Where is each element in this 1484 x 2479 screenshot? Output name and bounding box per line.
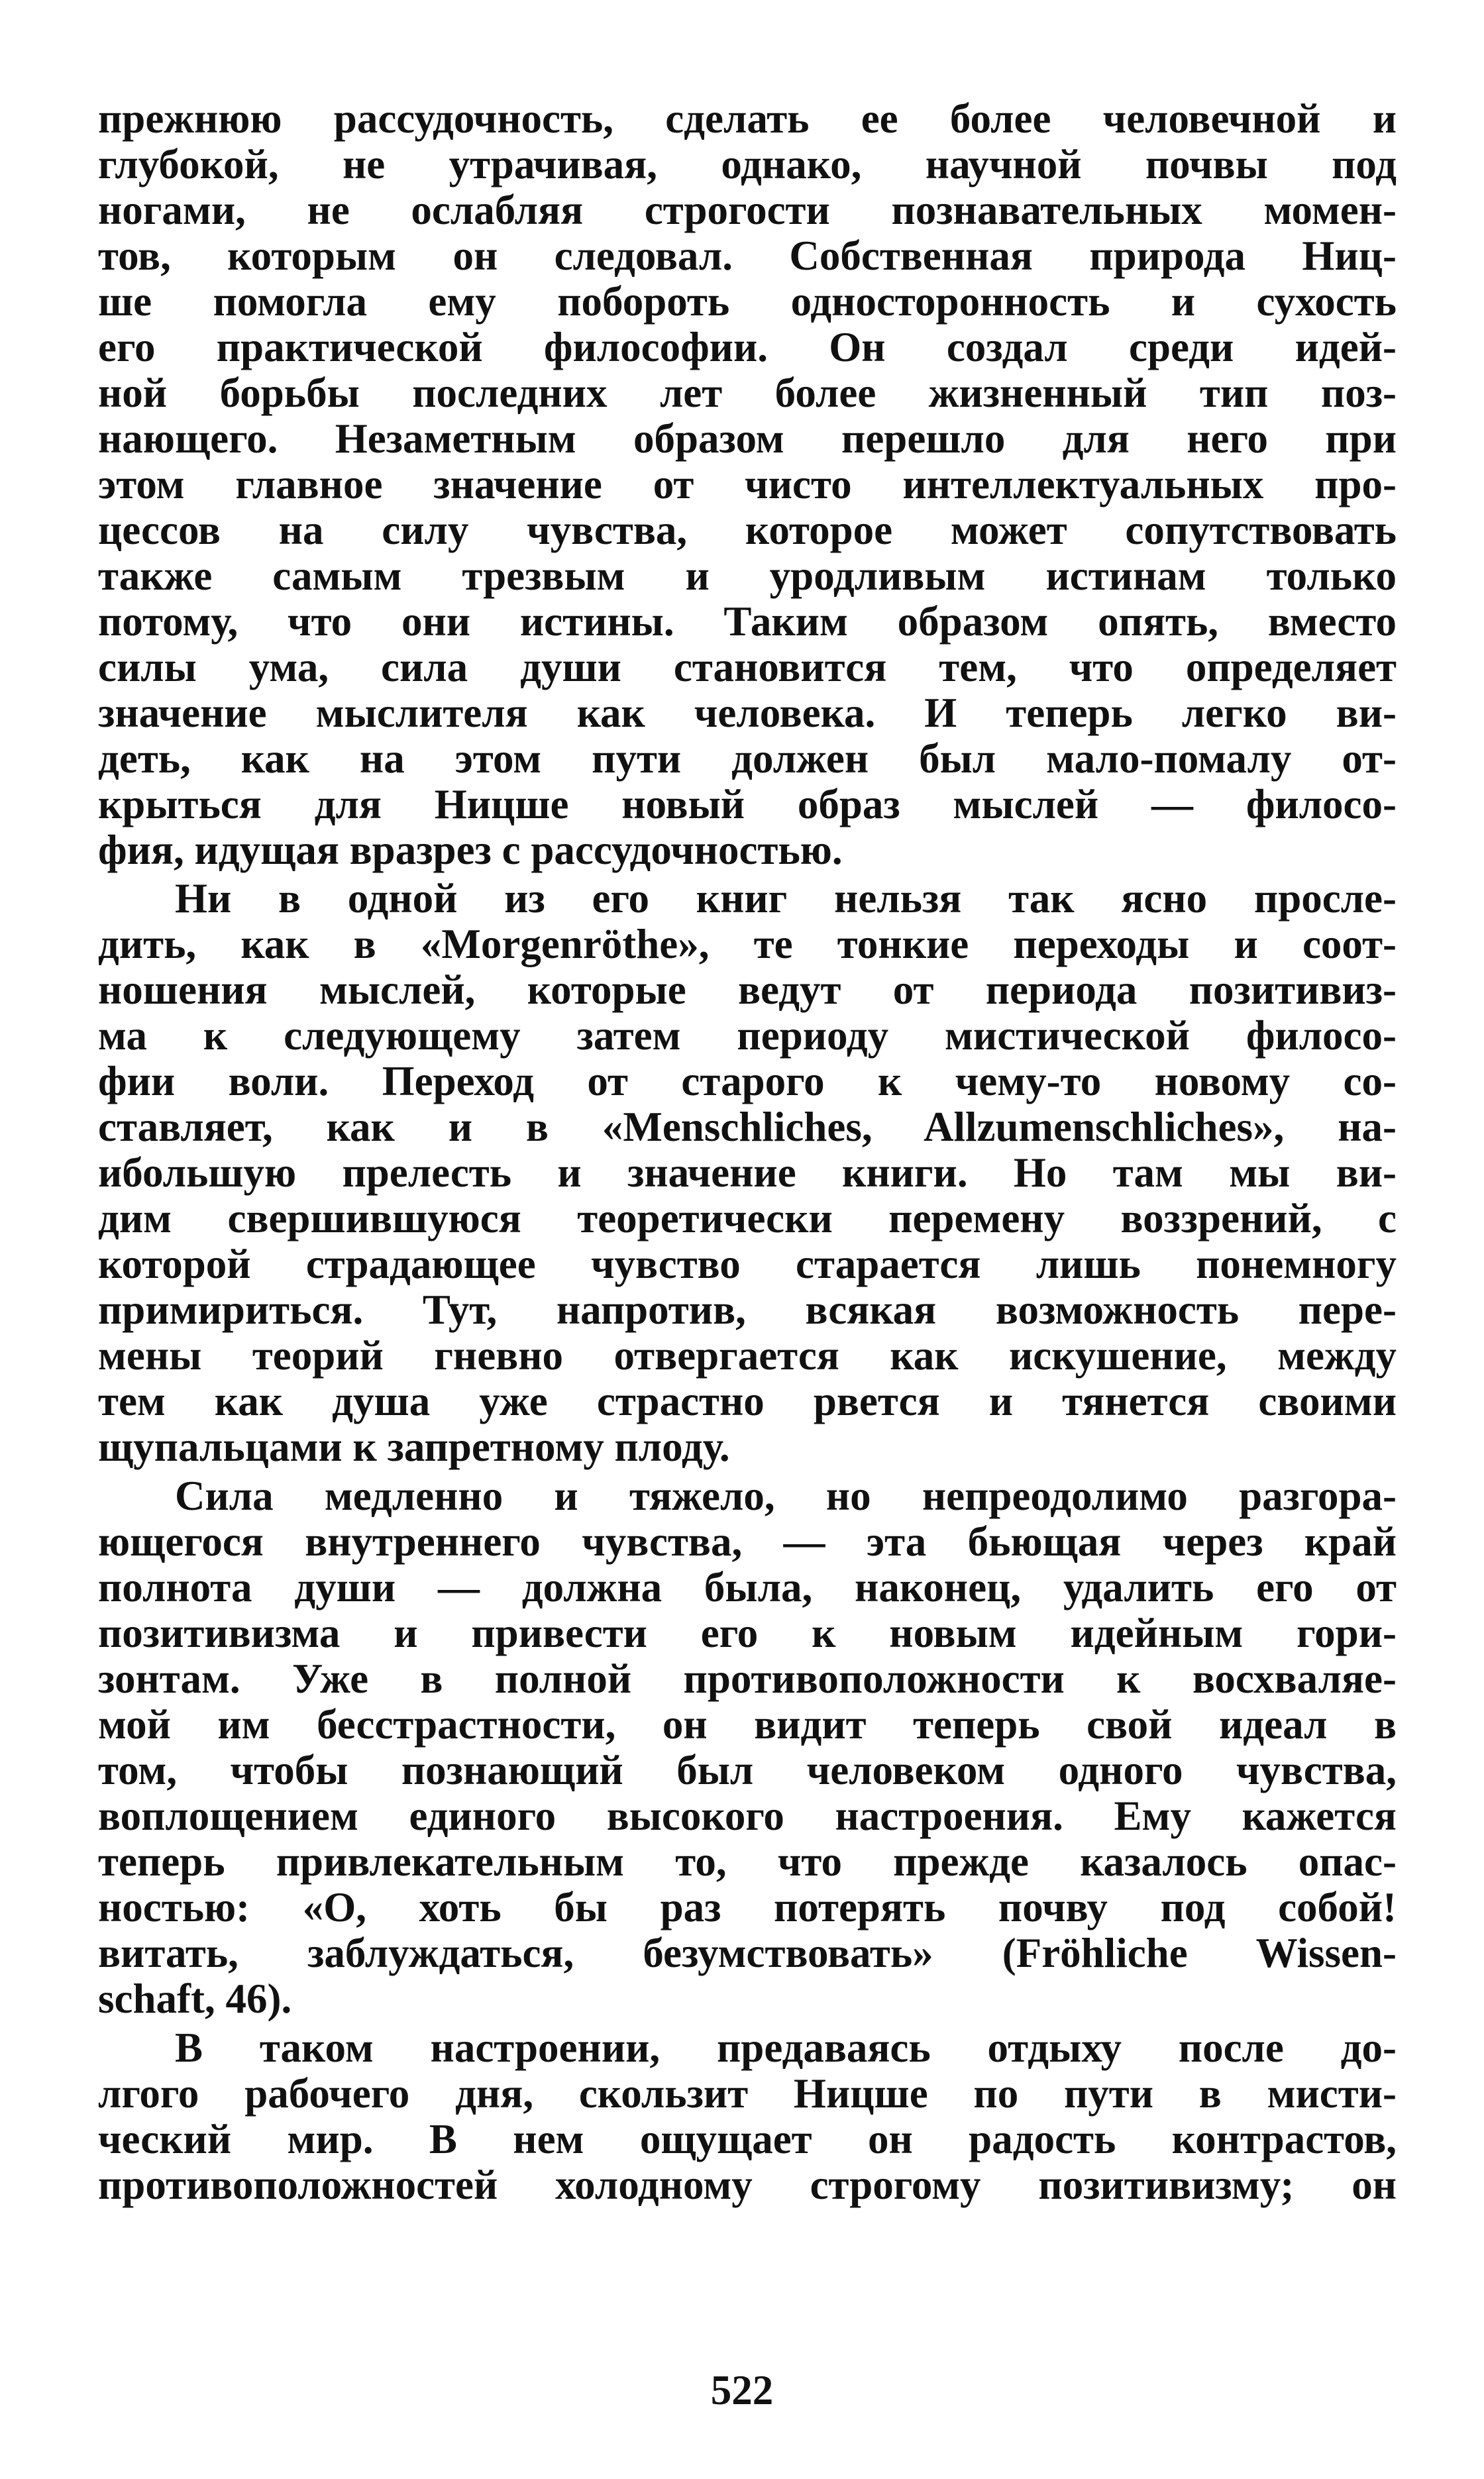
- text-line: примириться. Тут, напротив, всякая возможность пере-: [98, 1287, 1397, 1333]
- text-line: ношения мыслей, которые ведут от периода позитивиз-: [98, 967, 1397, 1013]
- paragraph-first-line: В таком настроении, предаваясь отдыху после до-: [175, 2025, 1397, 2071]
- text-line: воплощением единого высокого настроения. Ему кажется: [98, 1793, 1397, 1839]
- text-line: деть, как на этом пути должен был мало-помалу от-: [98, 735, 1397, 782]
- text-line: позитивизма и привести его к новым идейным гори-: [98, 1610, 1397, 1656]
- paragraph-first-line: Ни в одной из его книг нельзя так ясно просле-: [175, 875, 1397, 922]
- text-line: витать, заблуждаться, безумствовать» (Fröhliche Wissen-: [98, 1930, 1397, 1976]
- text-line: нающего. Незаметным образом перешло для него при: [98, 415, 1397, 462]
- text-line: мены теорий гневно отвергается как искушение, между: [98, 1332, 1397, 1379]
- text-line: тов, которым он следовал. Собственная природа Ниц-: [98, 233, 1397, 279]
- text-line: тем как душа уже страстно рвется и тянется своими: [98, 1378, 1397, 1424]
- text-line: силы ума, сила души становится тем, что определяет: [98, 644, 1397, 690]
- text-line: фия, идущая вразрез с рассудочностью.: [98, 827, 843, 873]
- text-line: также самым трезвым и уродливым истинам только: [98, 553, 1397, 599]
- text-line: значение мыслителя как человека. И теперь легко ви-: [98, 690, 1397, 736]
- text-line: цессов на силу чувства, которое может сопутствовать: [98, 507, 1397, 553]
- text-line: том, чтобы познающий был человеком одного чувства,: [98, 1747, 1397, 1793]
- text-line: дим свершившуюся теоретически перемену воззрений, с: [98, 1195, 1397, 1241]
- text-line: мой им бесстрастности, он видит теперь свой идеал в: [98, 1701, 1397, 1748]
- text-line: ибольшую прелесть и значение книги. Но там мы ви-: [98, 1149, 1397, 1196]
- text-line: дить, как в «Morgenröthe», те тонкие переходы и соот-: [98, 921, 1397, 967]
- text-line: этом главное значение от чисто интеллектуальных про-: [98, 461, 1397, 507]
- text-line: фии воли. Переход от старого к чему-то новому со-: [98, 1058, 1397, 1104]
- text-line: ностью: «О, хоть бы раз потерять почву под собой!: [98, 1884, 1397, 1930]
- page-number: 522: [710, 2367, 774, 2413]
- text-line: потому, что они истины. Таким образом опять, вместо: [98, 598, 1397, 645]
- text-line: ющегося внутреннего чувства, — эта бьющая через край: [98, 1518, 1397, 1565]
- text-line: ма к следующему затем периоду мистической филосо-: [98, 1012, 1397, 1059]
- text-line: полнота души — должна была, наконец, удалить его от: [98, 1564, 1397, 1610]
- text-line: прежнюю рассудочность, сделать ее более человечной и: [98, 95, 1397, 142]
- text-line: которой страдающее чувство старается лишь понемногу: [98, 1241, 1397, 1287]
- text-line: противоположностей холодному строгому позитивизму; он: [98, 2162, 1397, 2208]
- text-line: его практической философии. Он создал среди идей-: [98, 324, 1397, 370]
- paragraph-first-line: Сила медленно и тяжело, но непреодолимо разгора-: [175, 1473, 1397, 1519]
- text-line: крыться для Ницше новый образ мыслей — филосо-: [98, 781, 1397, 827]
- text-line: глубокой, не утрачивая, однако, научной почвы под: [98, 141, 1397, 187]
- text-line: щупальцами к запретному плоду.: [98, 1424, 730, 1470]
- text-line: schaft, 46).: [98, 1976, 292, 2022]
- text-line: ческий мир. В нем ощущает он радость контрастов,: [98, 2116, 1397, 2162]
- text-line: ше помогла ему побороть односторонность и сухость: [98, 278, 1397, 325]
- text-line: теперь привлекательным то, что прежде казалось опас-: [98, 1838, 1397, 1885]
- text-line: ногами, не ослабляя строгости познавательных момен-: [98, 187, 1397, 233]
- text-line: ставляет, как и в «Menschliches, Allzumenschliches», на-: [98, 1104, 1397, 1150]
- text-line: лгого рабочего дня, скользит Ницше по пути в мисти-: [98, 2070, 1397, 2117]
- text-line: зонтам. Уже в полной противоположности к восхваляе-: [98, 1656, 1397, 1702]
- text-line: ной борьбы последних лет более жизненный тип поз-: [98, 370, 1397, 416]
